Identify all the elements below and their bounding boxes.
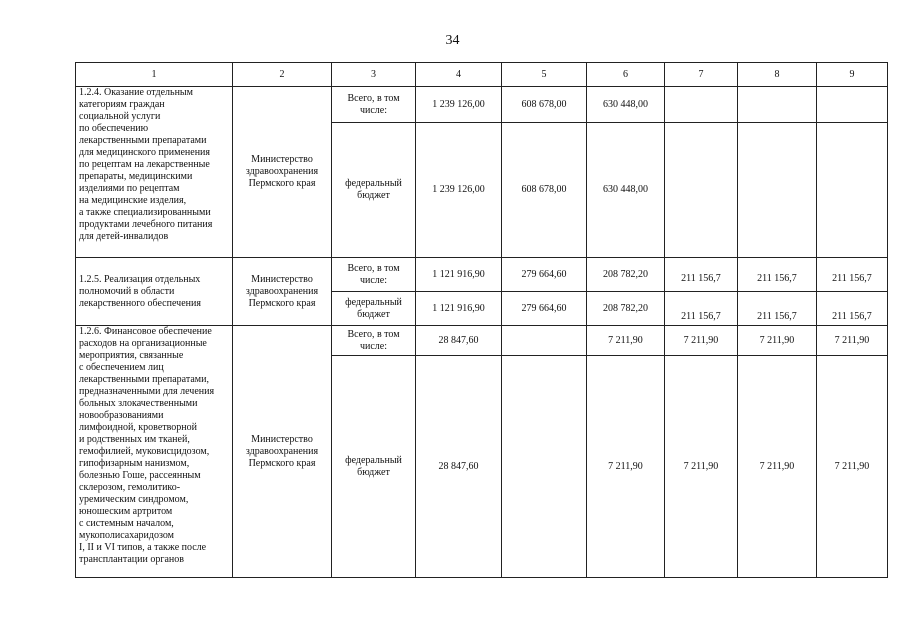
amount-cell: 7 211,90 <box>738 326 817 356</box>
amount-cell: 211 156,7 <box>665 292 738 326</box>
amount-cell: 630 448,00 <box>587 123 665 258</box>
amount-cell <box>502 356 587 578</box>
column-header: 7 <box>665 63 738 87</box>
amount-cell <box>665 87 738 123</box>
amount-cell: 608 678,00 <box>502 87 587 123</box>
funding-source-cell: Всего, в том числе: <box>332 326 416 356</box>
funding-source-cell: федеральный бюджет <box>332 292 416 326</box>
amount-cell <box>665 123 738 258</box>
measure-name-cell: 1.2.4. Оказание отдельным категориям граждан социальной услуги по обеспечению лекарственными препаратами для медицинского применения по рецептам на лекарственные препараты, медицинскими изделиями по рецептам на медицинские изделия, а также специализированными продуктами лечебного питания для детей-инвалидов <box>76 87 233 258</box>
amount-cell: 28 847,60 <box>416 326 502 356</box>
column-header: 2 <box>233 63 332 87</box>
funding-source-cell: федеральный бюджет <box>332 356 416 578</box>
amount-cell: 630 448,00 <box>587 87 665 123</box>
column-header: 3 <box>332 63 416 87</box>
amount-cell: 7 211,90 <box>587 356 665 578</box>
amount-cell: 208 782,20 <box>587 258 665 292</box>
amount-cell: 279 664,60 <box>502 258 587 292</box>
amount-cell: 211 156,7 <box>738 292 817 326</box>
table-row <box>76 87 888 123</box>
amount-cell: 7 211,90 <box>665 356 738 578</box>
measure-name-cell: 1.2.6. Финансовое обеспечение расходов на организационные мероприятия, связанные с обеспечением лиц лекарственными препаратами, предназначенными для лечения больных злокачественными новообразованиями лимфоидной, кроветворной и родственных им тканей, гемофилией, муковисцидозом, гипофизарным нанизмом, болезнью Гоше, рассеянным склерозом, гемолитико- уремическим синдромом, юношеским артритом с системным началом, мукополисахаридозом I, II и VI типов, а также после трансплантации органов <box>76 326 233 578</box>
table-row <box>76 326 888 356</box>
amount-cell: 279 664,60 <box>502 292 587 326</box>
table-row <box>76 258 888 292</box>
table-header-row <box>76 63 888 87</box>
amount-cell: 211 156,7 <box>665 258 738 292</box>
funding-source-cell: Всего, в том числе: <box>332 258 416 292</box>
amount-cell: 1 239 126,00 <box>416 87 502 123</box>
amount-cell: 211 156,7 <box>738 258 817 292</box>
amount-cell: 1 121 916,90 <box>416 292 502 326</box>
column-header: 6 <box>587 63 665 87</box>
amount-cell: 1 121 916,90 <box>416 258 502 292</box>
ministry-cell: Министерство здравоохранения Пермского края <box>233 326 332 578</box>
amount-cell <box>738 87 817 123</box>
column-header: 8 <box>738 63 817 87</box>
column-header: 1 <box>76 63 233 87</box>
amount-cell: 208 782,20 <box>587 292 665 326</box>
amount-cell: 608 678,00 <box>502 123 587 258</box>
amount-cell: 211 156,7 <box>817 258 888 292</box>
column-header: 5 <box>502 63 587 87</box>
column-header: 4 <box>416 63 502 87</box>
amount-cell: 7 211,90 <box>587 326 665 356</box>
amount-cell: 7 211,90 <box>738 356 817 578</box>
amount-cell: 7 211,90 <box>817 326 888 356</box>
measure-name-cell: 1.2.5. Реализация отдельных полномочий в области лекарственного обеспечения <box>76 258 233 326</box>
funding-source-cell: Всего, в том числе: <box>332 87 416 123</box>
amount-cell: 211 156,7 <box>817 292 888 326</box>
funding-source-cell: федеральный бюджет <box>332 123 416 258</box>
amount-cell <box>738 123 817 258</box>
amount-cell <box>817 123 888 258</box>
column-header: 9 <box>817 63 888 87</box>
ministry-cell: Министерство здравоохранения Пермского края <box>233 87 332 258</box>
amount-cell <box>502 326 587 356</box>
amount-cell: 7 211,90 <box>665 326 738 356</box>
amount-cell: 7 211,90 <box>817 356 888 578</box>
ministry-cell: Министерство здравоохранения Пермского края <box>233 258 332 326</box>
page-number: 34 <box>445 33 460 48</box>
amount-cell: 1 239 126,00 <box>416 123 502 258</box>
budget-table <box>75 62 888 578</box>
amount-cell <box>817 87 888 123</box>
amount-cell: 28 847,60 <box>416 356 502 578</box>
